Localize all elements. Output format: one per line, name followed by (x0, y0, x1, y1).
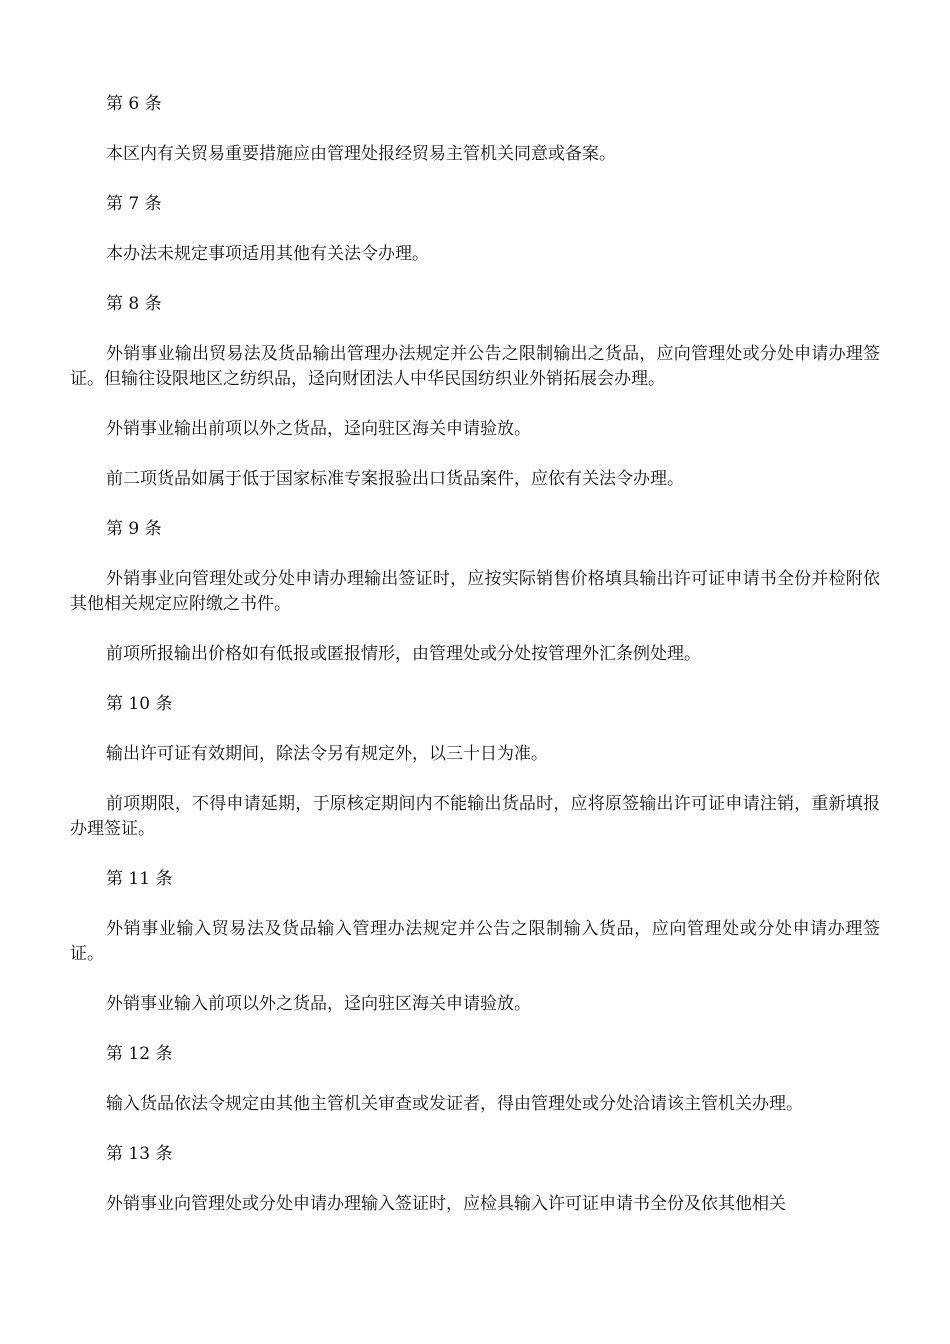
article-heading: 第 8 条 (106, 294, 162, 314)
paragraph: 输出许可证有效期间，除法令另有规定外，以三十日为准。 (106, 744, 548, 764)
paragraph: 外销事业输入前项以外之货品，迳向驻区海关申请验放。 (106, 994, 531, 1014)
article-heading: 第 12 条 (106, 1044, 173, 1064)
paragraph: 输入货品依法令规定由其他主管机关审查或发证者，得由管理处或分处洽请该主管机关办理。 (106, 1094, 803, 1114)
paragraph: 前项所报输出价格如有低报或匿报情形，由管理处或分处按管理外汇条例处理。 (106, 644, 701, 664)
paragraph: 前项期限，不得申请延期，于原核定期间内不能输出货品时，应将原签输出许可证申请注销，重新填报办理签证。 (70, 794, 880, 839)
document-page (70, 92, 880, 1242)
article-heading: 第 11 条 (106, 869, 173, 889)
paragraph: 本办法未规定事项适用其他有关法令办理。 (106, 244, 429, 264)
paragraph: 外销事业向管理处或分处申请办理输出签证时，应按实际销售价格填具输出许可证申请书全份并检附依其他相关规定应附缴之书件。 (70, 569, 880, 614)
paragraph: 外销事业输入贸易法及货品输入管理办法规定并公告之限制输入货品，应向管理处或分处申请办理签证。 (70, 919, 880, 964)
paragraph: 外销事业输出贸易法及货品输出管理办法规定并公告之限制输出之货品，应向管理处或分处申请办理签证。但输往设限地区之纺织品，迳向财团法人中华民国纺织业外销拓展会办理。 (70, 344, 880, 389)
article-heading: 第 10 条 (106, 694, 173, 714)
paragraph: 外销事业输出前项以外之货品，迳向驻区海关申请验放。 (106, 419, 531, 439)
paragraph: 前二项货品如属于低于国家标准专案报验出口货品案件，应依有关法令办理。 (106, 469, 684, 489)
paragraph: 本区内有关贸易重要措施应由管理处报经贸易主管机关同意或备案。 (106, 144, 616, 164)
article-heading: 第 13 条 (106, 1144, 173, 1164)
article-heading: 第 6 条 (106, 94, 162, 114)
paragraph: 外销事业向管理处或分处申请办理输入签证时，应检具输入许可证申请书全份及依其他相关 (106, 1194, 786, 1214)
article-heading: 第 7 条 (106, 194, 162, 214)
article-heading: 第 9 条 (106, 519, 162, 539)
